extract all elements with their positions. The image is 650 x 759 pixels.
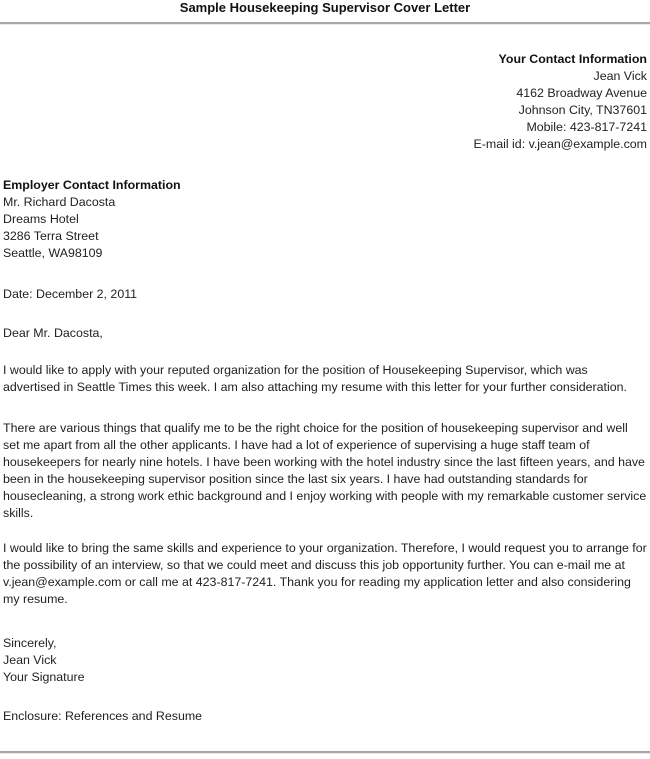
closing-name: Jean Vick: [3, 653, 57, 667]
closing-signature: Your Signature: [3, 670, 85, 684]
page-title: Sample Housekeeping Supervisor Cover Letter: [179, 0, 471, 15]
sender-mobile: Mobile: 423-817-7241: [526, 120, 647, 134]
sender-heading: Your Contact Information: [498, 52, 647, 66]
sender-street: 4162 Broadway Avenue: [516, 86, 647, 100]
sender-contact-block: [3, 51, 647, 153]
employer-contact-block: [3, 177, 647, 262]
sender-city: Johnson City, TN37601: [518, 103, 647, 117]
employer-heading: Employer Contact Information: [3, 178, 181, 192]
date-line: Date: December 2, 2011: [3, 287, 138, 301]
employer-street: 3286 Terra Street: [3, 229, 99, 243]
sender-name: Jean Vick: [593, 69, 647, 83]
body-paragraph-2: There are various things that qualify me to be the right choice for the position of housekeeping supervisor and well set me apart from all the other applicants. I have had a lot of experience of supervising a huge staff team of housekeepers for nearly nine hotels. I have been working with the hotel industry since the last fifteen years, and have been in the housekeeping supervisor position since the last six years. I have had outstanding standards for housecleaning, a strong work ethic background and I enjoy working with people with my remarkable customer service skills.: [3, 421, 647, 520]
sender-email: E-mail id: v.jean@example.com: [473, 137, 647, 151]
closing-sincerely: Sincerely,: [3, 636, 57, 650]
top-divider: [0, 22, 650, 25]
employer-company: Dreams Hotel: [3, 212, 79, 226]
body-paragraph-3: I would like to bring the same skills and experience to your organization. Therefore, I would request you to arrange for the possibility of an interview, so that we could meet and discuss this job opportunity further. You can e-mail me at v.jean@example.com or call me at 423-817-7241. Thank you for reading my application letter and also considering my resume.: [3, 541, 647, 606]
employer-name: Mr. Richard Dacosta: [3, 195, 116, 209]
employer-city: Seattle, WA98109: [3, 246, 103, 260]
salutation: Dear Mr. Dacosta,: [3, 326, 103, 340]
body-paragraph-1: I would like to apply with your reputed organization for the position of Housekeeping Supervisor, which was advertised in Seattle Times this week. I am also attaching my resume with this letter for your further consideration.: [3, 363, 627, 394]
letter-content: [0, 51, 650, 725]
bottom-divider: [0, 751, 650, 754]
enclosure-line: Enclosure: References and Resume: [3, 709, 203, 723]
closing-block: [3, 635, 647, 686]
